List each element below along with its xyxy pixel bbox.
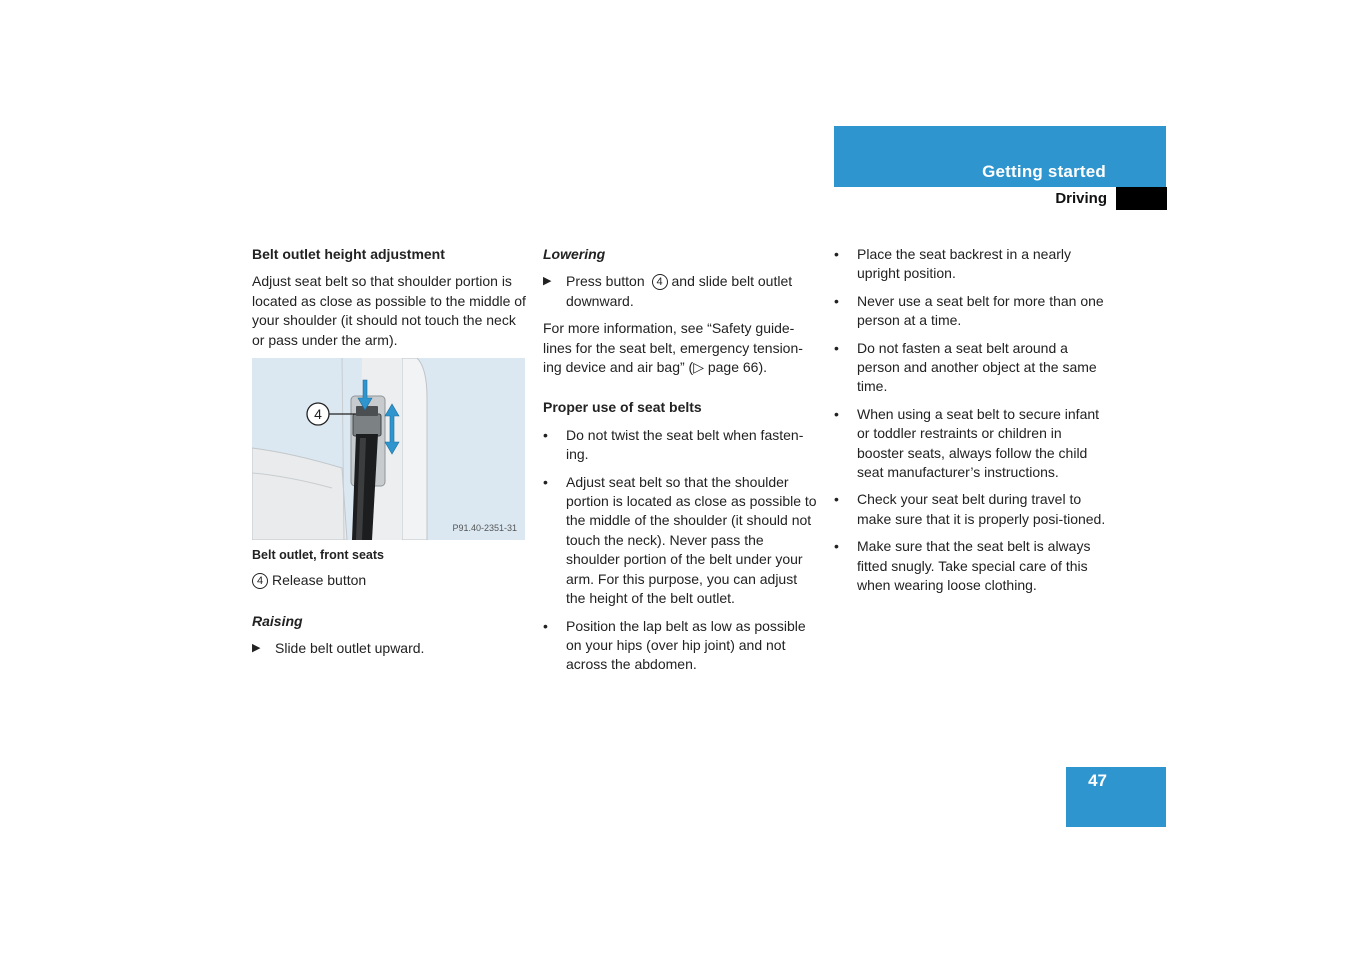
belt-outlet-figure	[252, 358, 525, 540]
lowering-step-number-badge: 4	[652, 274, 668, 290]
figure-caption: Belt outlet, front seats	[252, 548, 384, 563]
raising-step	[252, 639, 526, 658]
lowering-step	[543, 272, 818, 311]
list-item: • When using a seat belt to secure infant or toddler restraints or children in booster seats, always follow the child seat manufacturer’s instructions.	[834, 405, 1109, 483]
column-middle	[543, 245, 818, 683]
list-item: • Do not fasten a seat belt around a person and another object at the same time.	[834, 339, 1109, 397]
section-title: Driving	[1055, 190, 1107, 207]
chapter-title: Getting started	[982, 161, 1106, 181]
proper-use-list	[543, 426, 818, 675]
intro-paragraph: Adjust seat belt so that shoulder portion is located as close as possible to the middle of your shoulder (it should not touch the neck or pass under the arm).	[252, 273, 526, 348]
safety-list	[834, 245, 1109, 596]
page-number-box	[1066, 767, 1166, 827]
list-item: • Do not twist the seat belt when fasten-ing.	[543, 426, 818, 465]
legend-text: Release button	[272, 572, 367, 589]
heading-lowering: Lowering	[543, 246, 606, 262]
legend-number-badge: 4	[252, 573, 268, 589]
column-right	[834, 245, 1109, 604]
figure-callout-number: 4	[314, 406, 322, 423]
list-item: • Check your seat belt during travel to make sure that it is properly posi-tioned.	[834, 490, 1109, 529]
list-item: • Position the lap belt as low as possible on your hips (over hip joint) and not across the abdomen.	[543, 617, 818, 675]
section-tab-marker	[1116, 187, 1167, 210]
heading-proper-use: Proper use of seat belts	[543, 399, 702, 416]
raising-step-text: Slide belt outlet upward.	[275, 640, 425, 657]
lowering-step-text-before: Press button	[566, 273, 645, 290]
step-arrow-icon: ▶	[252, 642, 261, 655]
heading-belt-outlet: Belt outlet height adjustment	[252, 246, 445, 262]
list-item: • Place the seat backrest in a nearly upright position.	[834, 245, 1109, 284]
figure-code: P91.40-2351-31	[452, 522, 517, 533]
heading-raising: Raising	[252, 612, 303, 629]
list-item: • Adjust seat belt so that the shoulder portion is located as close as possible to the middle of the shoulder (it should not touch the neck). Never pass the shoulder portion of the belt under your arm. For this purpose, you can adjust the height of the belt outlet.	[543, 473, 818, 609]
list-item: • Make sure that the seat belt is always fitted snugly. Take special care of this when wearing loose clothing.	[834, 537, 1109, 595]
page-number: 47	[1088, 771, 1107, 790]
column-left	[252, 245, 526, 667]
belt-outlet-illustration	[252, 358, 525, 540]
lowering-step-text-after: and slide belt outlet downward.	[566, 273, 793, 309]
step-arrow-icon: ▶	[543, 275, 552, 288]
chapter-header-box	[834, 126, 1166, 187]
list-item: • Never use a seat belt for more than one person at a time.	[834, 292, 1109, 331]
legend-item	[252, 571, 526, 590]
more-info-paragraph: For more information, see “Safety guide-lines for the seat belt, emergency tension-ing device and air bag” (▷ page 66).	[543, 320, 803, 376]
